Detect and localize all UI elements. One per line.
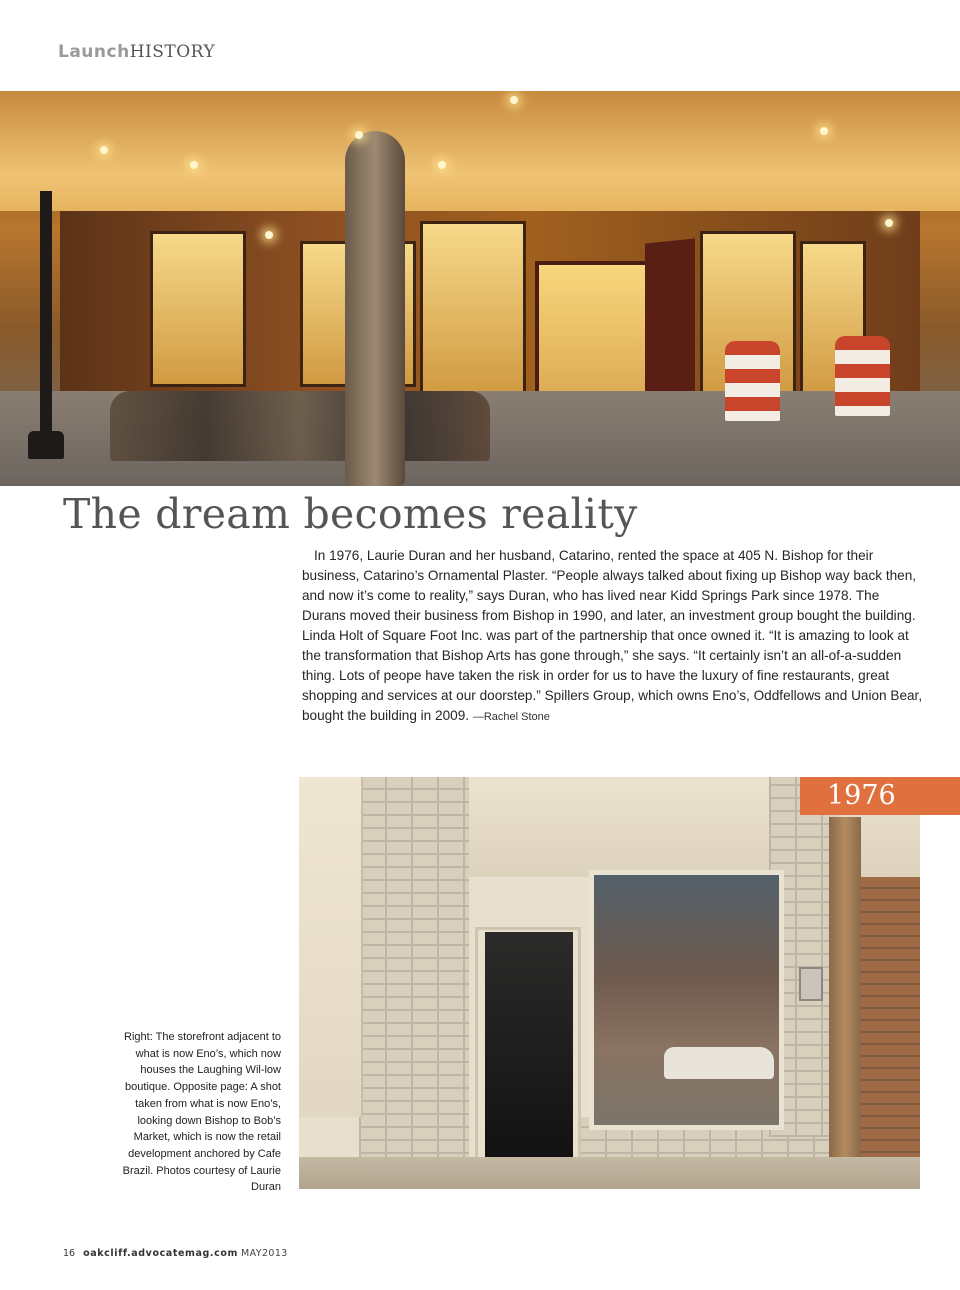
storefront-1976-photo — [299, 777, 920, 1189]
byline: —Rachel Stone — [472, 711, 550, 723]
photo-caption: Right: The storefront adjacent to what is now Eno’s, which now houses the Laughing Wil-low boutique. Opposite page: A shot taken from what is now Eno’s, looking down Bishop to Bob’s Market, which is now the retail development anchored by Cafe Brazil. Photos courtesy of Laurie Duran — [122, 1031, 281, 1194]
footer-url[interactable]: oakcliff.advocatemag.com — [83, 1248, 238, 1259]
article-text: In 1976, Laurie Duran and her husband, Catarino, rented the space at 405 N. Bishop for their business, Catarino’s Ornamental Plaster. “People always talked about fixing up Bishop way back then, and now it’s come to reality,” says Duran, who has lived near Kidd Springs Park since 1978. The Durans moved their business from Bishop in 1990, and later, an investment group bought the building. Linda Holt of Square Foot Inc. was part of the partnership that once owned it. “It is amazing to look at the transformation that Bishop Arts has gone through,” she says. “It certainly isn’t an all-of-a-sudden thing. Lots of peope have taken the risk in order for us to have the luxury of fine restaurants, great shopping and services at our doorstep.” Spillers Group, which owns Eno’s, Oddfellows and Union Bear, bought the building in 2009. — [302, 548, 923, 723]
section-label — [58, 42, 215, 62]
headline: The dream becomes reality — [63, 490, 638, 538]
section-label-history: HISTORY — [129, 42, 216, 62]
section-label-launch: Launch — [58, 42, 130, 62]
page-number: 16 — [63, 1248, 76, 1259]
page-footer — [63, 1248, 288, 1259]
article-body — [302, 546, 924, 727]
footer-issue: MAY2013 — [241, 1248, 288, 1259]
year-badge: 1976 — [800, 777, 960, 815]
storefront-night-photo — [0, 91, 960, 486]
